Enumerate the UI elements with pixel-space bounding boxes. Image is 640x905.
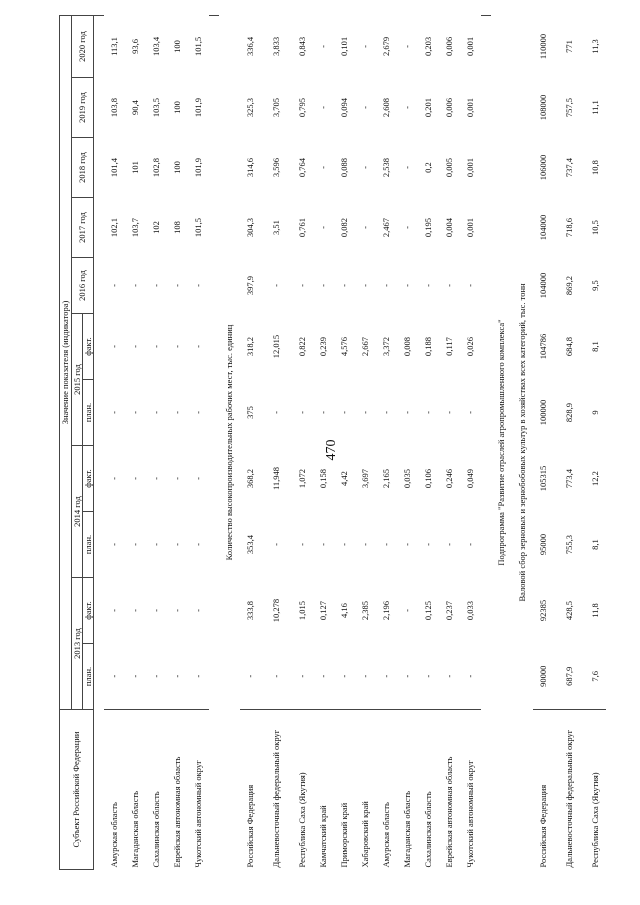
value-cell: 103,5 — [150, 97, 161, 118]
value-cell: 9 — [589, 410, 600, 415]
value-cell: - — [270, 411, 281, 414]
value-cell: 428,5 — [563, 600, 574, 621]
value-cell: 0,117 — [443, 337, 454, 356]
table-row — [334, 15, 355, 869]
value-cell: - — [108, 477, 119, 480]
table-row — [460, 15, 481, 869]
value-cell: - — [171, 411, 182, 414]
spacer-row — [209, 15, 219, 869]
value-cell: 336,4 — [244, 36, 255, 57]
value-cell: 101,9 — [192, 97, 203, 118]
value-cell: - — [317, 106, 328, 109]
value-cell: - — [338, 411, 349, 414]
region-name: Республика Саха (Якутия) — [292, 710, 313, 870]
value-cell: - — [317, 45, 328, 48]
value-cell: - — [317, 166, 328, 169]
value-cell: 333,8 — [244, 600, 255, 621]
region-name: Хабаровский край — [355, 710, 376, 870]
value-cell: 0,195 — [422, 217, 433, 238]
value-cell: 2,608 — [380, 97, 391, 118]
year-2014-header: 2014 год — [72, 446, 83, 578]
value-cell: - — [108, 345, 119, 348]
value-cell: 103,7 — [129, 217, 140, 238]
value-cell: - — [150, 411, 161, 414]
value-cell: 104000 — [537, 214, 548, 241]
value-cell: 684,8 — [563, 336, 574, 357]
value-cell: 95000 — [537, 533, 548, 556]
value-cell: 100 — [171, 40, 182, 53]
value-cell: - — [192, 674, 203, 678]
value-cell: - — [380, 543, 391, 546]
value-cell: 773,4 — [563, 468, 574, 489]
value-cell: 12,015 — [270, 334, 281, 359]
value-cell: - — [171, 345, 182, 348]
value-cell: 0,843 — [296, 36, 307, 57]
value-cell: 0,158 — [317, 468, 328, 489]
table-row — [146, 15, 167, 869]
table-row — [376, 15, 397, 869]
value-cell: 0,201 — [422, 97, 433, 118]
value-cell: 11,1 — [589, 100, 600, 115]
value-cell: - — [270, 284, 281, 287]
value-cell: 10,278 — [270, 598, 281, 623]
value-cell: - — [401, 674, 412, 678]
value-cell: - — [359, 45, 370, 48]
value-cell: - — [401, 609, 412, 612]
plan-2015-header: план. — [83, 380, 94, 446]
value-cell: - — [443, 543, 454, 546]
value-cell: 828,9 — [563, 402, 574, 423]
value-cell: 0,795 — [296, 97, 307, 118]
value-cell: 1,072 — [296, 468, 307, 489]
value-cell: - — [129, 609, 140, 612]
value-cell: 687,9 — [563, 666, 574, 686]
table-header — [60, 15, 94, 869]
value-cell: - — [380, 411, 391, 414]
value-cell: - — [359, 106, 370, 109]
value-cell: 10,5 — [589, 220, 600, 235]
region-name: Приморский край — [334, 710, 355, 870]
table-row — [167, 15, 188, 869]
table-row — [418, 15, 439, 869]
year-2015-header: 2015 год — [72, 314, 83, 446]
value-cell: 0,106 — [422, 468, 433, 489]
region-name: Магаданская область — [125, 710, 146, 870]
value-cell: 3,705 — [270, 97, 281, 118]
value-cell: 2,385 — [359, 600, 370, 621]
value-cell: - — [129, 284, 140, 287]
value-cell: 0,764 — [296, 157, 307, 178]
year-2020-header: 2020 год — [72, 15, 94, 77]
table-row — [533, 15, 554, 869]
value-cell: 8,1 — [589, 539, 600, 550]
value-cell: 0,008 — [401, 336, 412, 357]
value-cell: - — [359, 166, 370, 169]
value-cell: 0,001 — [464, 36, 475, 57]
value-cell: 718,6 — [563, 217, 574, 238]
value-cell: 755,3 — [563, 534, 574, 555]
region-name: Магаданская область — [397, 710, 418, 870]
value-cell: 101 — [129, 161, 140, 174]
value-cell: 3,372 — [380, 336, 391, 357]
value-cell: 737,4 — [563, 157, 574, 178]
value-cell: 101,4 — [108, 157, 119, 178]
region-name: Амурская область — [376, 710, 397, 870]
value-cell: 106000 — [537, 154, 548, 181]
section-subtitle-row — [512, 15, 533, 869]
value-cell: - — [150, 674, 161, 678]
value-cell: - — [150, 609, 161, 612]
value-cell: 318,2 — [244, 336, 255, 357]
value-cell: 0,006 — [443, 97, 454, 118]
value-cell: - — [171, 543, 182, 546]
value-cell: 2,538 — [380, 157, 391, 178]
value-cell: 0,094 — [338, 97, 349, 118]
value-cell: 11,3 — [589, 39, 600, 54]
value-cell: 105315 — [537, 465, 548, 492]
value-cell: 3,596 — [270, 157, 281, 178]
value-cell: - — [380, 674, 391, 678]
value-cell: 3,51 — [270, 220, 281, 235]
value-cell: - — [359, 543, 370, 546]
value-cell: - — [464, 543, 475, 546]
value-cell: 101,9 — [192, 157, 203, 178]
value-cell: - — [171, 674, 182, 678]
value-cell: 1,015 — [296, 600, 307, 621]
value-cell: - — [192, 345, 203, 348]
value-cell: - — [129, 411, 140, 414]
value-cell: 0,2 — [422, 162, 433, 173]
value-cell: - — [108, 284, 119, 287]
value-cell: - — [129, 345, 140, 348]
spacer-row — [481, 15, 491, 869]
value-cell: - — [464, 674, 475, 678]
region-name: Еврейская автономная область — [167, 710, 188, 870]
value-cell: - — [359, 226, 370, 229]
value-cell: 368,2 — [244, 468, 255, 489]
value-cell: - — [296, 411, 307, 414]
value-cell: - — [464, 284, 475, 287]
table-body — [94, 15, 606, 869]
value-cell: 90,4 — [129, 100, 140, 115]
value-cell: 0,005 — [443, 157, 454, 178]
value-cell: 11,8 — [589, 603, 600, 618]
value-cell: 100 — [171, 101, 182, 114]
table-row — [104, 15, 125, 869]
value-cell: - — [108, 609, 119, 612]
value-cell: 2,667 — [359, 336, 370, 357]
value-cell: - — [338, 674, 349, 678]
year-2017-header: 2017 год — [72, 198, 94, 258]
value-cell: 3,697 — [359, 468, 370, 489]
value-cell: - — [129, 543, 140, 546]
value-cell: 3,833 — [270, 36, 281, 57]
value-cell: 375 — [244, 406, 255, 419]
value-cell: 757,5 — [563, 97, 574, 118]
value-cell: - — [443, 674, 454, 678]
value-cell: - — [317, 284, 328, 287]
value-cell: 0,035 — [401, 468, 412, 489]
value-cell: - — [401, 543, 412, 546]
spacer-row — [94, 15, 104, 869]
value-cell: - — [192, 411, 203, 414]
value-cell: - — [192, 609, 203, 612]
value-cell: 102,1 — [108, 217, 119, 238]
value-cell: - — [380, 284, 391, 287]
table-row — [313, 15, 334, 869]
value-cell: 353,4 — [244, 534, 255, 555]
value-cell: 869,2 — [563, 275, 574, 296]
table-row — [397, 15, 418, 869]
value-cell: 103,8 — [108, 97, 119, 118]
value-cell: - — [244, 674, 255, 678]
value-cell: - — [296, 543, 307, 546]
table-row — [188, 15, 209, 869]
value-cell: 397,9 — [244, 275, 255, 296]
value-cell: 108000 — [537, 94, 548, 121]
section-title: Количество высокопроизводительных рабочих мест, тыс. единиц — [223, 324, 234, 561]
value-cell: - — [359, 411, 370, 414]
region-name: Амурская область — [104, 710, 125, 870]
value-cell: 104786 — [537, 333, 548, 360]
value-cell: 102 — [150, 221, 161, 234]
value-cell: 100 — [171, 161, 182, 174]
region-name: Еврейская автономная область — [439, 710, 460, 870]
value-cell: 101,5 — [192, 217, 203, 238]
value-cell: 0,088 — [338, 157, 349, 178]
section-title-row — [491, 15, 512, 869]
table-row — [125, 15, 146, 869]
value-cell: - — [338, 284, 349, 287]
value-cell: 2,165 — [380, 468, 391, 489]
fact-2015-header: факт. — [83, 314, 94, 380]
plan-2014-header: план. — [83, 512, 94, 578]
value-cell: 0,822 — [296, 336, 307, 357]
value-cell: 0,004 — [443, 217, 454, 238]
value-cell: - — [422, 674, 433, 678]
value-cell: - — [192, 477, 203, 480]
value-cell: 90000 — [537, 665, 548, 687]
value-cell: - — [359, 284, 370, 287]
value-cell: 2,679 — [380, 36, 391, 57]
value-cell: 8,1 — [589, 341, 600, 352]
value-cell: 0,237 — [443, 600, 454, 621]
table-row — [261, 15, 292, 869]
value-cell: 0,127 — [317, 600, 328, 621]
value-cell: - — [129, 674, 140, 678]
value-cell: - — [317, 674, 328, 678]
table-row — [585, 15, 606, 869]
region-name: Сахалинская область — [418, 710, 439, 870]
value-cell: - — [443, 411, 454, 414]
table-row — [355, 15, 376, 869]
value-cell: - — [192, 543, 203, 546]
value-cell: - — [296, 674, 307, 678]
value-cell: 10,8 — [589, 160, 600, 175]
value-cell: 0,101 — [338, 36, 349, 57]
value-cell: 0,049 — [464, 468, 475, 489]
value-cell: 9,5 — [589, 280, 600, 291]
value-cell: - — [108, 411, 119, 414]
value-cell: - — [317, 411, 328, 414]
value-cell: 12,2 — [589, 471, 600, 486]
section-title: Подпрограмма "Развитие отраслей агропромышленного комплекса" — [495, 319, 506, 566]
value-cell: - — [422, 411, 433, 414]
section-title-row — [219, 15, 240, 869]
value-cell: - — [464, 411, 475, 414]
region-name: Камчатский край — [313, 710, 334, 870]
table-row — [240, 15, 261, 869]
value-cell: - — [108, 543, 119, 546]
value-cell: 0,026 — [464, 336, 475, 357]
value-cell: 0,203 — [422, 36, 433, 57]
table-row — [439, 15, 460, 869]
value-cell: - — [171, 609, 182, 612]
region-name: Дальневосточный федеральный округ — [554, 710, 585, 870]
value-cell: - — [317, 226, 328, 229]
region-name: Чукотский автономный округ — [460, 710, 481, 870]
value-cell: 113,1 — [108, 37, 119, 56]
year-2018-header: 2018 год — [72, 138, 94, 198]
value-cell: - — [401, 284, 412, 287]
plan-2013-header: план. — [83, 644, 94, 710]
value-cell: 100000 — [537, 399, 548, 426]
table-row — [292, 15, 313, 869]
value-cell: - — [150, 543, 161, 546]
value-cell: - — [401, 166, 412, 169]
region-name: Дальневосточный федеральный округ — [261, 710, 292, 870]
rotated-page-content — [59, 20, 600, 870]
value-cell: 325,3 — [244, 97, 255, 118]
region-name: Республика Саха (Якутия) — [585, 710, 606, 870]
value-cell: 0,006 — [443, 36, 454, 57]
value-cell: 0,001 — [464, 157, 475, 178]
value-cell: 0,188 — [422, 336, 433, 357]
year-2019-header: 2019 год — [72, 78, 94, 138]
value-cell: - — [401, 45, 412, 48]
region-name: Российская Федерация — [533, 710, 554, 870]
value-cell: 4,16 — [338, 603, 349, 618]
value-cell: 108 — [171, 221, 182, 234]
value-cell: 2,196 — [380, 600, 391, 621]
value-cell: 0,246 — [443, 468, 454, 489]
value-cell: - — [270, 543, 281, 546]
value-cell: - — [171, 477, 182, 480]
region-name: Чукотский автономный округ — [188, 710, 209, 870]
value-cell: - — [401, 226, 412, 229]
fact-2013-header: факт. — [83, 578, 94, 644]
value-cell: - — [171, 284, 182, 287]
value-cell: 110000 — [537, 33, 548, 60]
value-cell: - — [422, 284, 433, 287]
value-cell: - — [359, 674, 370, 678]
value-cell: 314,6 — [244, 157, 255, 178]
value-cell: - — [150, 345, 161, 348]
value-cell: 104000 — [537, 272, 548, 299]
value-cell: 93,6 — [129, 39, 140, 54]
value-cell: 771 — [563, 40, 574, 53]
value-cell: - — [270, 674, 281, 678]
value-cell: 0,761 — [296, 217, 307, 238]
value-cell: 101,5 — [192, 36, 203, 57]
value-cell: 2,467 — [380, 217, 391, 238]
value-cell: - — [317, 543, 328, 546]
indicator-group-header: Значение показателя (индикатора) — [60, 15, 72, 709]
value-cell: 0,001 — [464, 97, 475, 118]
section-subtitle: Валовой сбор зерновых и зернобобовых культур в хозяйствах всех категорий, тыс. тонн — [516, 283, 527, 602]
value-cell: - — [150, 284, 161, 287]
year-2016-header: 2016 год — [72, 258, 94, 314]
value-cell: 0,033 — [464, 600, 475, 621]
value-cell: 0,239 — [317, 336, 328, 357]
value-cell: 304,3 — [244, 217, 255, 238]
value-cell: 92385 — [537, 599, 548, 622]
fact-2014-header: факт. — [83, 446, 94, 512]
value-cell: - — [338, 543, 349, 546]
value-cell: 4,42 — [338, 471, 349, 486]
value-cell: 11,948 — [270, 466, 281, 491]
value-cell: 0,125 — [422, 600, 433, 621]
value-cell: - — [150, 477, 161, 480]
value-cell: - — [401, 411, 412, 414]
value-cell: - — [296, 284, 307, 287]
value-cell: 0,082 — [338, 217, 349, 238]
year-2013-header: 2013 год — [72, 578, 83, 710]
value-cell: 103,4 — [150, 36, 161, 57]
value-cell: - — [443, 284, 454, 287]
table-row — [554, 15, 585, 869]
value-cell: 7,6 — [589, 670, 600, 682]
page-number: 470 — [324, 439, 339, 461]
value-cell: 4,576 — [338, 336, 349, 357]
subject-column-header: Субъект Российской Федерации — [60, 710, 94, 870]
value-cell: - — [108, 674, 119, 678]
indicator-table — [59, 15, 606, 870]
value-cell: - — [401, 106, 412, 109]
value-cell: 102,8 — [150, 157, 161, 178]
value-cell: - — [129, 477, 140, 480]
value-cell: 0,001 — [464, 217, 475, 238]
value-cell: - — [422, 543, 433, 546]
value-cell: - — [192, 284, 203, 287]
region-name: Российская Федерация — [240, 710, 261, 870]
region-name: Сахалинская область — [146, 710, 167, 870]
